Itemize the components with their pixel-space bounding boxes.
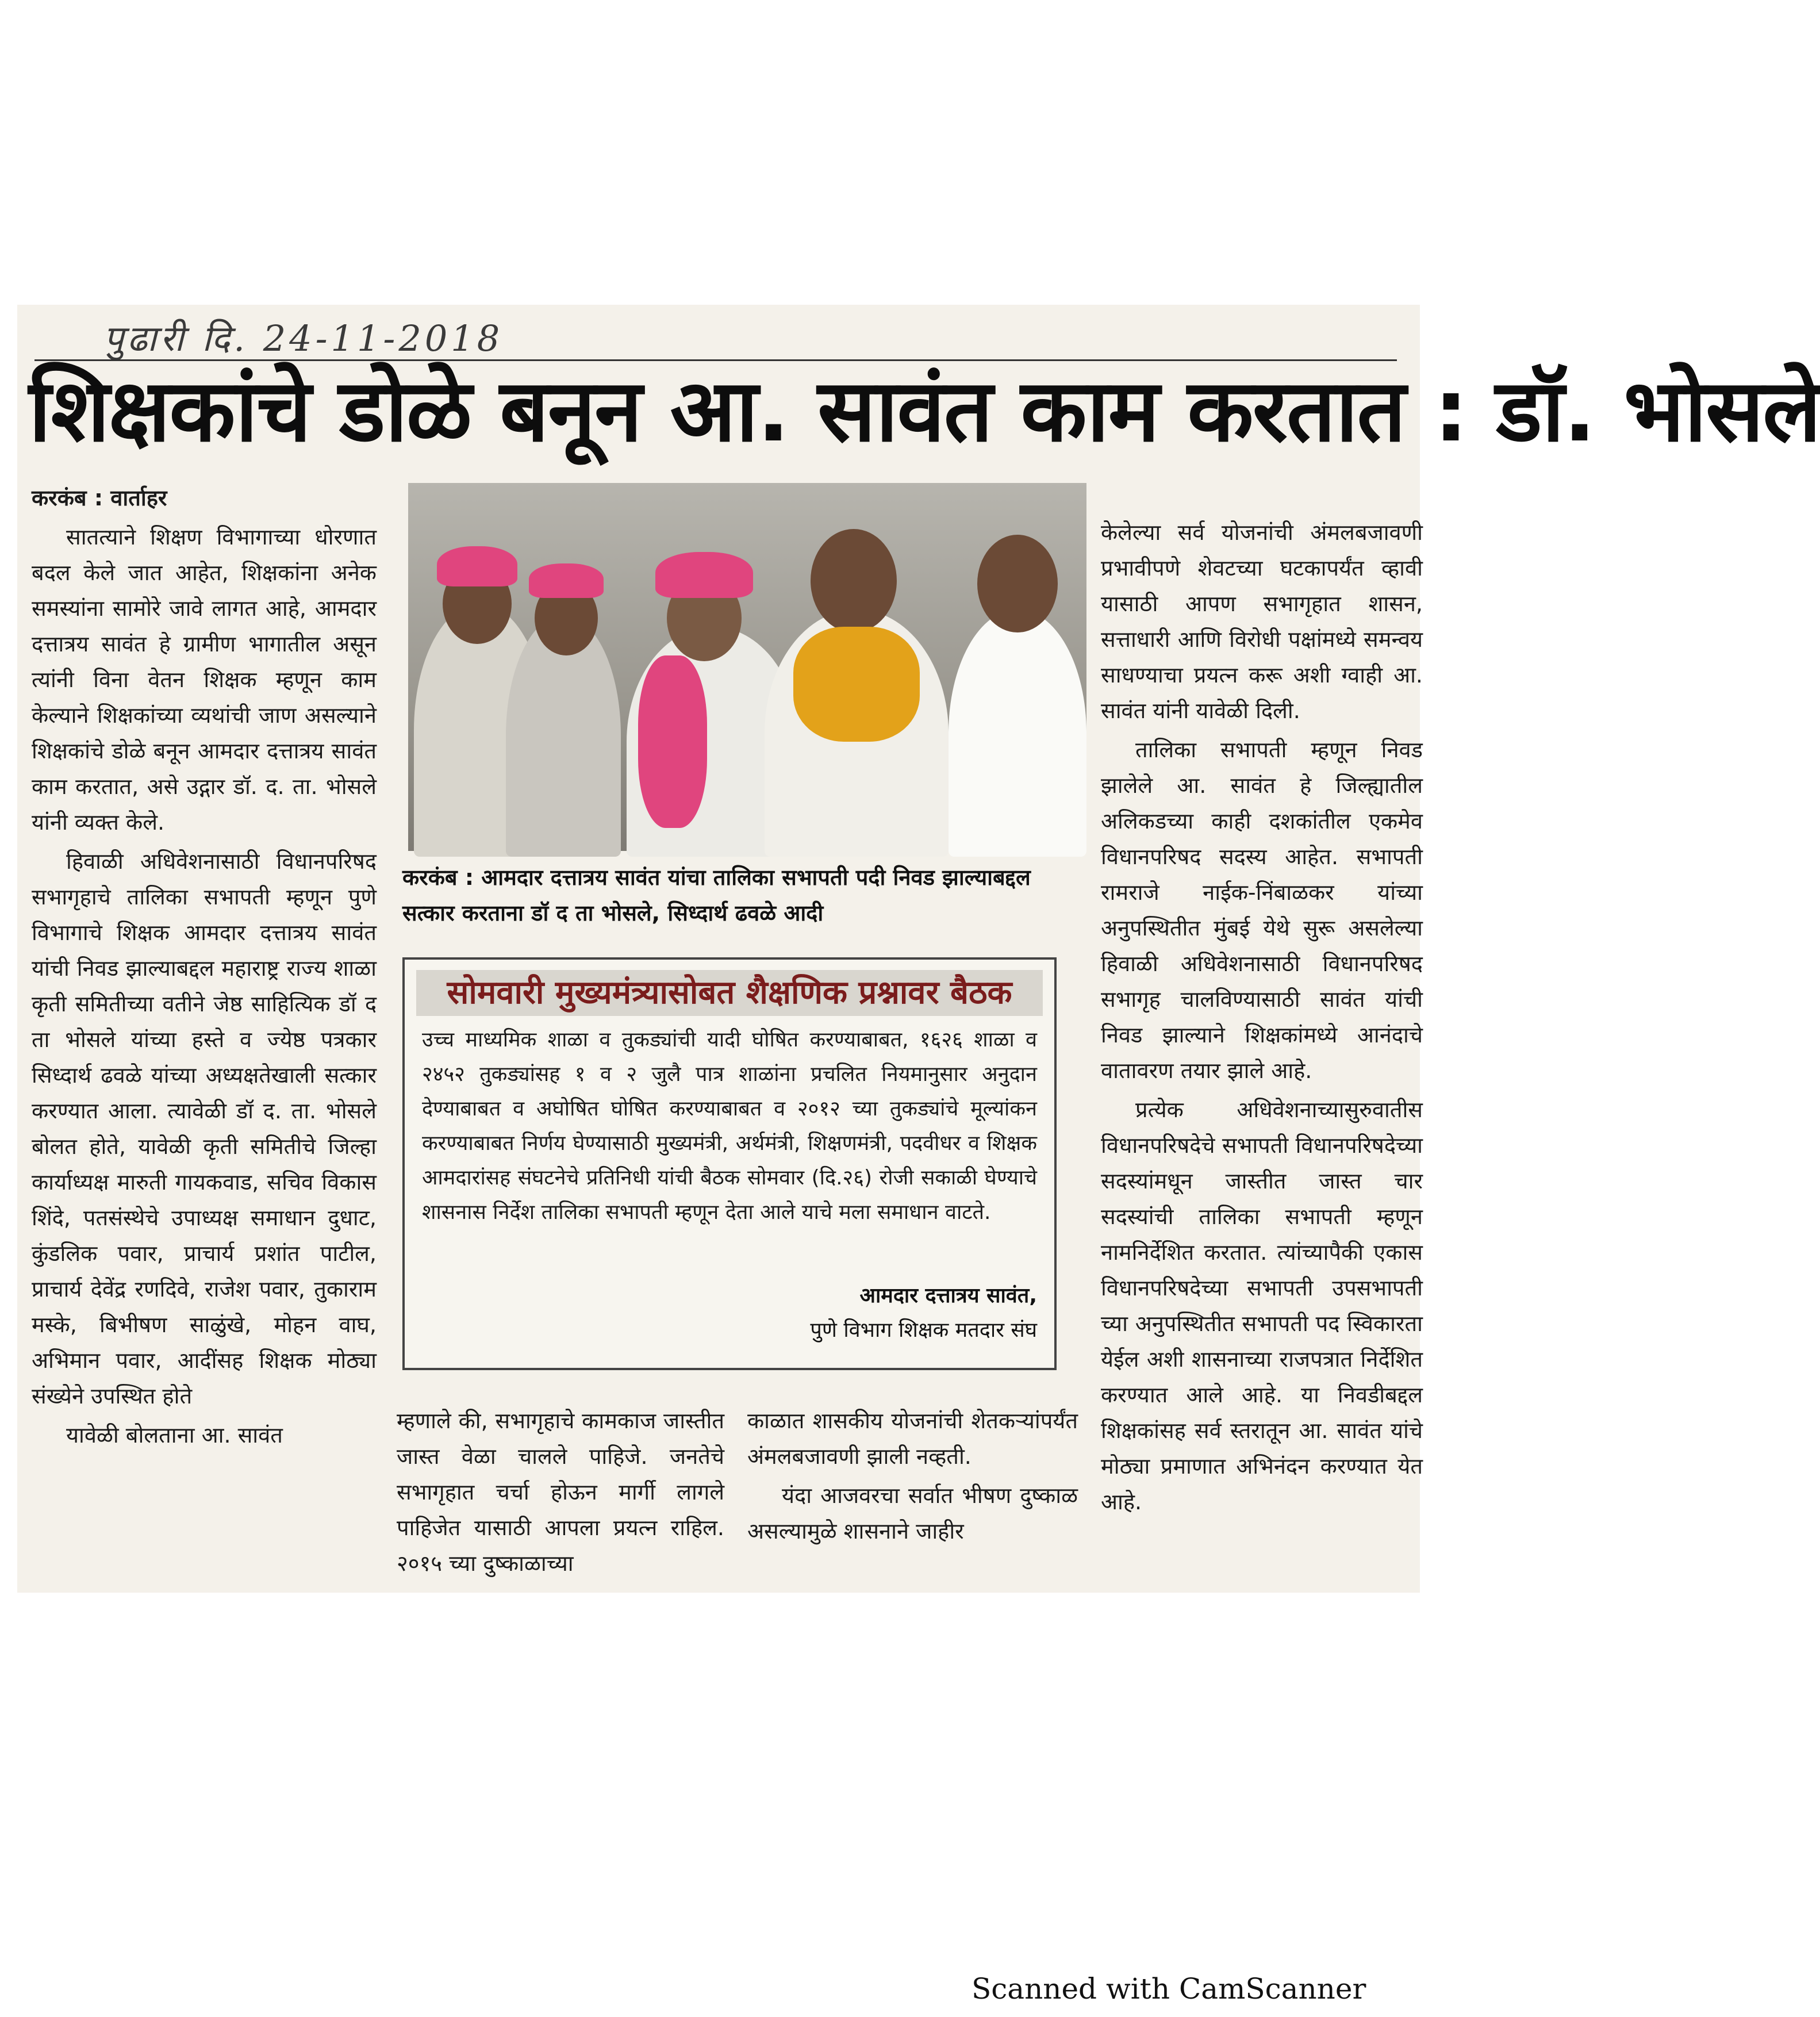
pink-shawl	[638, 655, 707, 828]
person-figure	[949, 609, 1086, 857]
sidebar-box	[402, 957, 1057, 1370]
column-3-bottom	[747, 1403, 1078, 1593]
flower-garland	[793, 627, 920, 742]
handwritten-date-note: पुढारी दि. 24-11-2018	[103, 317, 504, 359]
signature-title: पुणे विभाग शिक्षक मतदार संघ	[810, 1318, 1037, 1342]
dateline: करकंब : वार्ताहर	[32, 485, 167, 511]
photo-caption: करकंब : आमदार दत्तात्रय सावंत यांचा तालिका सभापती पदी निवड झाल्याबद्दल सत्कार करताना डॉ द ता भोसले, सिध्दार्थ ढवळे आदी	[402, 865, 1031, 926]
paragraph: केलेल्या सर्व योजनांची अंमलबजावणी प्रभावीपणे शेवटच्या घटकापर्यंत व्हावी यासाठी आपण सभागृहात शासन, सत्ताधारी आणि विरोधी पक्षांमध्ये समन्वय साधण्याचा प्रयत्न करू अशी ग्वाही आ. सावंत यांनी यावेळी दिली.	[1101, 520, 1423, 723]
column-1	[32, 480, 377, 1573]
turban	[437, 546, 517, 586]
paragraph: यंदा आजवरचा सर्वात भीषण दुष्काळ असल्यामुळे शासनाने जाहीर	[747, 1483, 1078, 1544]
scanner-watermark: Scanned with CamScanner	[972, 1972, 1366, 2006]
paragraph: यावेळी बोलताना आ. सावंत	[66, 1422, 283, 1448]
box-signature	[635, 1279, 1037, 1353]
column-2-bottom	[397, 1403, 724, 1593]
paragraph: प्रत्येक अधिवेशनाच्यासुरुवातीस विधानपरिषदेचे सभापती विधानपरिषदेच्या सदस्यांमधून जास्तीत जास्त चार सदस्यांची तालिका सभापती म्हणून नामनिर्देशित करतात. त्यांच्यापैकी एकास विधानपरिषदेच्या सभापती उपसभापती च्या अनुपस्थितीत सभापती पद स्विकारता येईल अशी शासनाच्या राजपत्रात निर्देशित करण्यात आले आहे. या निवडीबद्दल शिक्षकांसह सर्व स्तरातून आ. सावंत यांचे मोठ्या प्रमाणात अभिनंदन करण्यात येत आहे.	[1101, 1097, 1423, 1514]
column-4	[1101, 515, 1423, 1573]
turban	[529, 563, 604, 598]
paragraph: तालिका सभापती म्हणून निवड झालेले आ. सावंत हे जिल्ह्यातील अलिकडच्या काही दशकांतील एकमेव विधानपरिषद सदस्य आहेत. सभापती रामराजे नाईक-निंबाळकर यांच्या अनुपस्थितीत मुंबई येथे सुरू असलेल्या हिवाळी अधिवेशनासाठी विधानपरिषद सभागृह चालविण्यासाठी सावंत यांची निवड झाल्याने शिक्षकांमध्ये आनंदाचे वातावरण तयार झाले आहे.	[1101, 737, 1423, 1083]
person-head	[811, 529, 897, 632]
turban	[655, 552, 753, 598]
paragraph: हिवाळी अधिवेशनासाठी विधानपरिषद सभागृहाचे तालिका सभापती म्हणून पुणे विभागाचे शिक्षक आमदार दत्तात्रय सावंत यांची निवड झाल्याबद्दल महाराष्ट्र राज्य शाळा कृती समितीच्या वतीने जेष्ठ साहित्यिक डॉ द ता भोसले यांच्या हस्ते व ज्येष्ठ पत्रकार सिध्दार्थ ढवळे यांच्या अध्यक्षतेखाली सत्कार करण्यात आला. त्यावेळी डॉ द. ता. भोसले बोलत होते, यावेळी कृती समितीचे जिल्हा कार्याध्यक्ष मारुती गायकवाड, सचिव विकास शिंदे, पतसंस्थेचे उपाध्यक्ष समाधान दुधाट, कुंडलिक पवार, प्राचार्य प्रशांत पाटील, प्राचार्य देवेंद्र रणदिवे, राजेश पवार, तुकाराम मस्के, बिभीषण साळुंखे, मोहन वाघ, अभिमान पवार, आदींसह शिक्षक मोठ्या संख्येने उपस्थित होते	[32, 849, 377, 1409]
news-photo	[408, 483, 1086, 851]
headline: शिक्षकांचे डोळे बनून आ. सावंत काम करतात : डॉ. भोसले	[29, 361, 1820, 461]
signature-name: आमदार दत्तात्रय सावंत,	[859, 1284, 1037, 1307]
paragraph: म्हणाले की, सभागृहाचे कामकाज जास्तीत जास्त वेळा चालले पाहिजे. जनतेचे सभागृहात चर्चा होऊन मार्गी लागले पाहिजेत यासाठी आपला प्रयत्न राहिल. २०१५ च्या दुष्काळाच्या	[397, 1408, 724, 1576]
paragraph: सातत्याने शिक्षण विभागाच्या धोरणात बदल केले जात आहेत, शिक्षकांना अनेक समस्यांना सामोरे जावे लागत आहे, आमदार दत्तात्रय सावंत हे ग्रामीण भागातील असून त्यांनी विना वेतन शिक्षक म्हणून काम केल्याने शिक्षकांच्या व्यथांची जाण असल्याने शिक्षकांचे डोळे बनून आमदार दत्तात्रय सावंत काम करतात, असे उद्गार डॉ. द. ता. भोसले यांनी व्यक्त केले.	[32, 524, 377, 835]
paragraph: काळात शासकीय योजनांची शेतकऱ्यांपर्यंत अंमलबजावणी झाली नव्हती.	[747, 1408, 1078, 1469]
person-head	[977, 535, 1058, 632]
box-title: सोमवारी मुख्यमंत्र्यासोबत शैक्षणिक प्रश्नावर बैठक	[416, 970, 1043, 1016]
box-body: उच्च माध्यमिक शाळा व तुकड्यांची यादी घोषित करण्याबाबत, १६२६ शाळा व २४५२ तुकड्यांसह १ व २ जुलै पात्र शाळांना प्रचलित नियमानुसार अनुदान देण्याबाबत व अघोषित घोषित करण्याबाबत व २०१२ च्या तुकड्यांचे मूल्यांकन करण्याबाबत निर्णय घेण्यासाठी मुख्यमंत्री, अर्थमंत्री, शिक्षणमंत्री, पदवीधर व शिक्षक आमदारांसह संघटनेचे प्रतिनिधी यांची बैठक सोमवार (दि.२६) रोजी सकाळी घेण्याचे शासनास निर्देश तालिका सभापती म्हणून देता आले याचे मला समाधान वाटते.	[422, 1028, 1037, 1224]
